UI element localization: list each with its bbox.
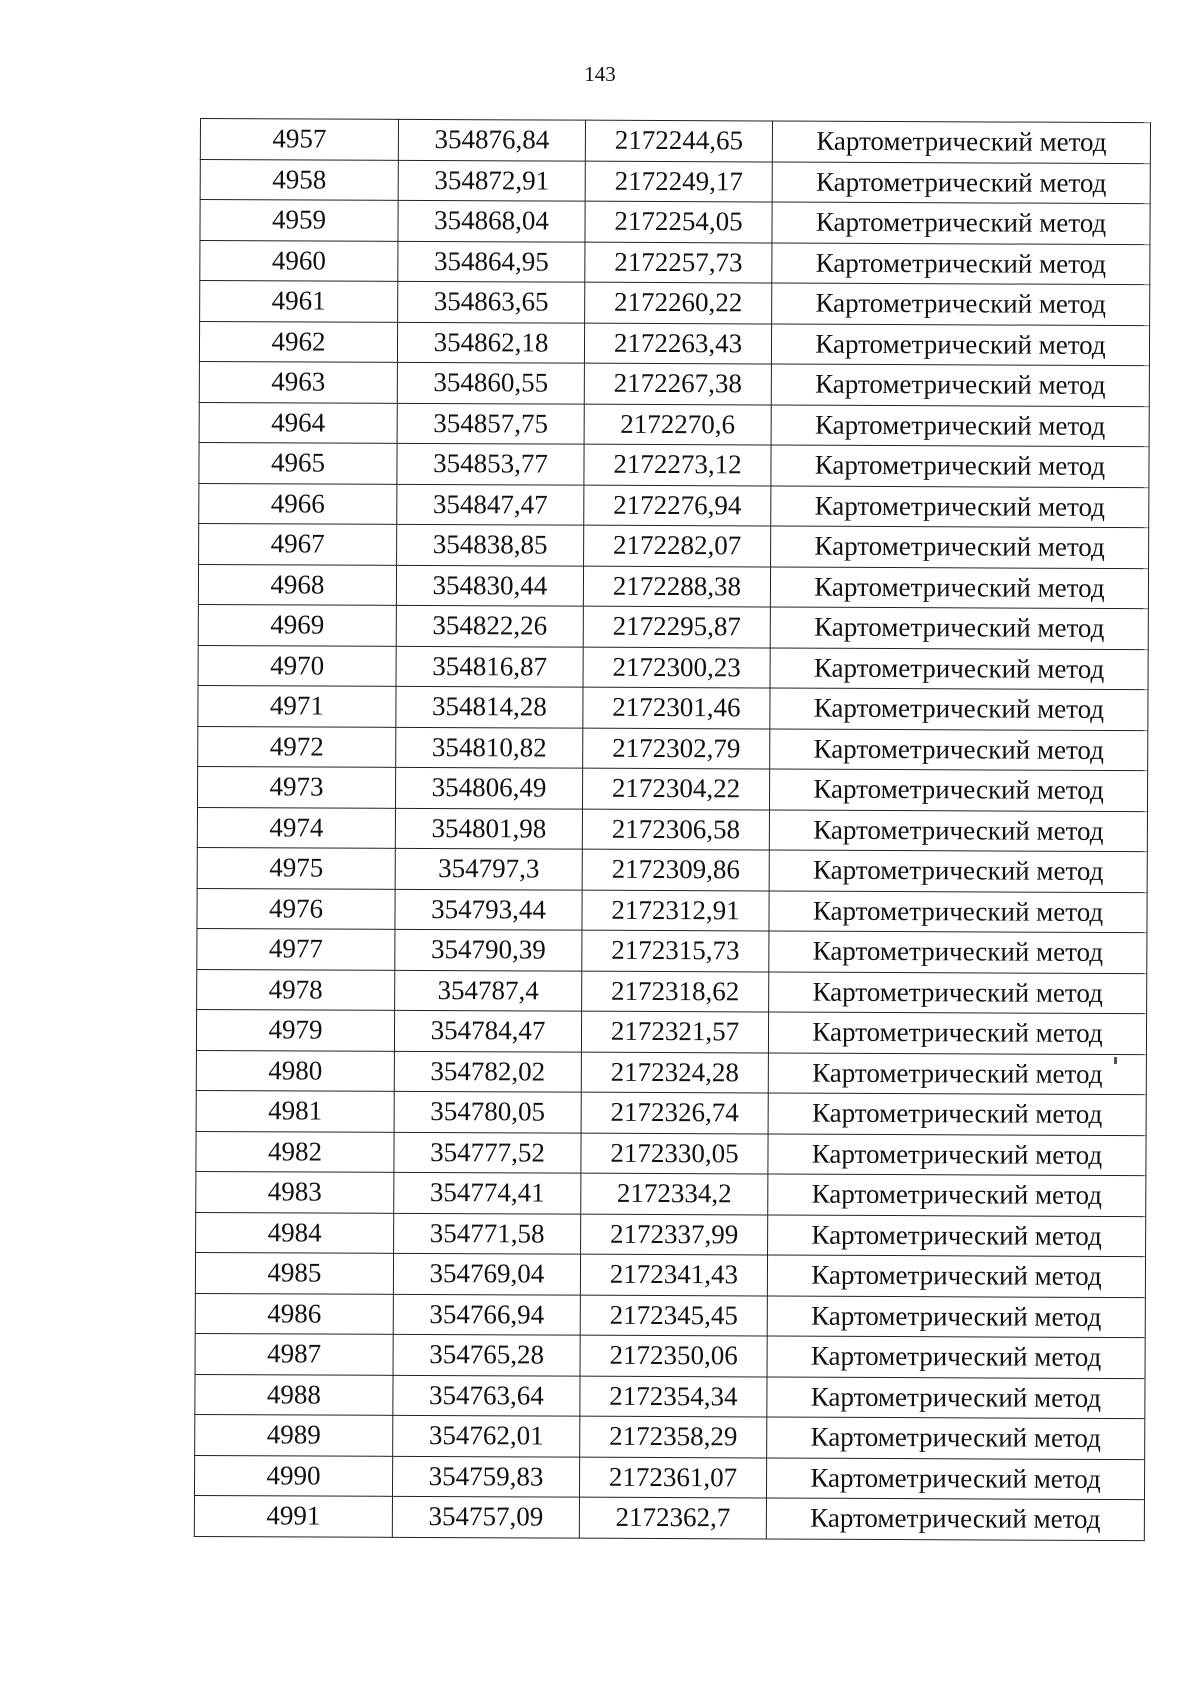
table-row: [196, 1171, 1146, 1216]
table-row: [199, 402, 1149, 447]
method-cell: Картометрический метод: [770, 728, 1148, 770]
x-coordinate-cell: 354822,26: [396, 605, 583, 646]
x-coordinate-cell: 354847,47: [397, 484, 584, 525]
x-coordinate-cell: 354757,09: [392, 1496, 579, 1537]
point-number-cell: 4957: [200, 119, 398, 160]
y-coordinate-cell: 2172345,45: [580, 1295, 767, 1336]
method-cell: Картометрический метод: [772, 242, 1150, 284]
method-cell: Картометрический метод: [771, 485, 1149, 527]
y-coordinate-cell: 2172254,05: [585, 201, 772, 242]
y-coordinate-cell: 2172318,62: [582, 971, 769, 1012]
table-row: [197, 928, 1147, 973]
point-number-cell: 4982: [196, 1131, 394, 1172]
point-number-cell: 4979: [196, 1009, 394, 1050]
x-coordinate-cell: 354860,55: [397, 362, 584, 403]
point-number-cell: 4977: [197, 928, 395, 969]
y-coordinate-cell: 2172321,57: [581, 1011, 768, 1052]
point-number-cell: 4978: [197, 969, 395, 1010]
x-coordinate-cell: 354806,49: [395, 767, 582, 808]
x-coordinate-cell: 354797,3: [395, 848, 582, 889]
x-coordinate-cell: 354801,98: [395, 808, 582, 849]
table-row: [199, 483, 1149, 528]
point-number-cell: 4960: [200, 240, 398, 281]
table-row: [200, 119, 1150, 164]
method-cell: Картометрический метод: [769, 769, 1147, 811]
point-number-cell: 4985: [195, 1252, 393, 1293]
point-number-cell: 4974: [197, 807, 395, 848]
y-coordinate-cell: 2172302,79: [583, 728, 770, 769]
method-cell: Картометрический метод: [769, 850, 1147, 892]
x-coordinate-cell: 354864,95: [398, 241, 585, 282]
method-cell: Картометрический метод: [770, 607, 1148, 649]
table-row: [196, 1090, 1146, 1135]
y-coordinate-cell: 2172361,07: [579, 1457, 766, 1498]
method-cell: Картометрический метод: [770, 566, 1148, 608]
x-coordinate-cell: 354793,44: [395, 889, 582, 930]
coordinates-table-body: [194, 119, 1150, 1541]
y-coordinate-cell: 2172257,73: [585, 242, 772, 283]
x-coordinate-cell: 354787,4: [395, 970, 582, 1011]
table-row: [195, 1333, 1145, 1378]
table-row: [198, 685, 1148, 730]
method-cell: Картометрический метод: [769, 931, 1147, 973]
method-cell: Картометрический метод: [771, 526, 1149, 568]
table-row: [194, 1495, 1144, 1540]
method-cell: Картометрический метод: [768, 1133, 1146, 1175]
x-coordinate-cell: 354872,91: [398, 160, 585, 201]
method-cell: Картометрический метод: [768, 1012, 1146, 1054]
y-coordinate-cell: 2172315,73: [582, 930, 769, 971]
y-coordinate-cell: 2172301,46: [583, 687, 770, 728]
x-coordinate-cell: 354853,77: [397, 443, 584, 484]
y-coordinate-cell: 2172362,7: [579, 1497, 766, 1538]
method-cell: Картометрический метод: [772, 283, 1150, 325]
x-coordinate-cell: 354810,82: [396, 727, 583, 768]
x-coordinate-cell: 354830,44: [396, 565, 583, 606]
x-coordinate-cell: 354782,02: [394, 1051, 581, 1092]
method-cell: Картометрический метод: [769, 971, 1147, 1013]
method-cell: Картометрический метод: [770, 647, 1148, 689]
method-cell: Картометрический метод: [771, 323, 1149, 365]
point-number-cell: 4976: [197, 888, 395, 929]
table-row: [200, 281, 1150, 326]
x-coordinate-cell: 354769,04: [393, 1253, 580, 1294]
point-number-cell: 4963: [199, 361, 397, 402]
point-number-cell: 4989: [195, 1414, 393, 1455]
table-row: [198, 645, 1148, 690]
table-row: [194, 1455, 1144, 1500]
table-row: [197, 847, 1147, 892]
point-number-cell: 4970: [198, 645, 396, 686]
page-number: 143: [584, 62, 616, 86]
x-coordinate-cell: 354777,52: [394, 1132, 581, 1173]
y-coordinate-cell: 2172312,91: [582, 890, 769, 931]
point-number-cell: 4962: [199, 321, 397, 362]
table-row: [196, 1009, 1146, 1054]
point-number-cell: 4991: [194, 1495, 392, 1536]
y-coordinate-cell: 2172341,43: [580, 1254, 767, 1295]
point-number-cell: 4964: [199, 402, 397, 443]
method-cell: Картометрический метод: [769, 890, 1147, 932]
method-cell: Картометрический метод: [768, 1093, 1146, 1135]
method-cell: Картометрический метод: [771, 364, 1149, 406]
x-coordinate-cell: 354784,47: [394, 1010, 581, 1051]
point-number-cell: 4987: [195, 1333, 393, 1374]
x-coordinate-cell: 354863,65: [398, 281, 585, 322]
table-row: [196, 1131, 1146, 1176]
point-number-cell: 4983: [196, 1171, 394, 1212]
point-number-cell: 4973: [197, 766, 395, 807]
y-coordinate-cell: 2172326,74: [581, 1092, 768, 1133]
table-row: [196, 1212, 1146, 1257]
y-coordinate-cell: 2172358,29: [580, 1416, 767, 1457]
method-cell: Картометрический метод: [766, 1498, 1144, 1540]
method-cell: Картометрический метод: [768, 1174, 1146, 1216]
y-coordinate-cell: 2172282,07: [584, 525, 771, 566]
method-cell: Картометрический метод: [766, 1457, 1144, 1499]
x-coordinate-cell: 354763,64: [393, 1375, 580, 1416]
coordinates-table: [194, 118, 1151, 1541]
x-coordinate-cell: 354790,39: [395, 929, 582, 970]
scan-mark: [1114, 1057, 1117, 1064]
method-cell: Картометрический метод: [768, 1052, 1146, 1094]
point-number-cell: 4966: [199, 483, 397, 524]
point-number-cell: 4958: [200, 159, 398, 200]
method-cell: Картометрический метод: [772, 161, 1150, 203]
point-number-cell: 4975: [197, 847, 395, 888]
point-number-cell: 4986: [195, 1293, 393, 1334]
x-coordinate-cell: 354771,58: [394, 1213, 581, 1254]
point-number-cell: 4967: [199, 523, 397, 564]
point-number-cell: 4968: [198, 564, 396, 605]
x-coordinate-cell: 354814,28: [396, 686, 583, 727]
point-number-cell: 4981: [196, 1090, 394, 1131]
y-coordinate-cell: 2172304,22: [582, 768, 769, 809]
y-coordinate-cell: 2172276,94: [584, 485, 771, 526]
method-cell: Картометрический метод: [771, 404, 1149, 446]
table-row: [196, 1050, 1146, 1095]
method-cell: Картометрический метод: [770, 688, 1148, 730]
x-coordinate-cell: 354868,04: [398, 200, 585, 241]
x-coordinate-cell: 354780,05: [394, 1091, 581, 1132]
x-coordinate-cell: 354774,41: [394, 1172, 581, 1213]
y-coordinate-cell: 2172249,17: [585, 161, 772, 202]
table-row: [197, 766, 1147, 811]
y-coordinate-cell: 2172263,43: [584, 323, 771, 364]
y-coordinate-cell: 2172270,6: [584, 404, 771, 445]
y-coordinate-cell: 2172334,2: [581, 1173, 768, 1214]
x-coordinate-cell: 354759,83: [392, 1456, 579, 1497]
table-row: [195, 1293, 1145, 1338]
method-cell: Картометрический метод: [771, 445, 1149, 487]
table-row: [198, 564, 1148, 609]
point-number-cell: 4971: [198, 685, 396, 726]
y-coordinate-cell: 2172295,87: [583, 606, 770, 647]
table-row: [199, 361, 1149, 406]
x-coordinate-cell: 354765,28: [393, 1334, 580, 1375]
x-coordinate-cell: 354816,87: [396, 646, 583, 687]
y-coordinate-cell: 2172324,28: [581, 1052, 768, 1093]
y-coordinate-cell: 2172350,06: [580, 1335, 767, 1376]
x-coordinate-cell: 354762,01: [393, 1415, 580, 1456]
table-row: [200, 200, 1150, 245]
y-coordinate-cell: 2172309,86: [582, 849, 769, 890]
x-coordinate-cell: 354838,85: [397, 524, 584, 565]
x-coordinate-cell: 354876,84: [398, 119, 585, 160]
table-row: [198, 726, 1148, 771]
point-number-cell: 4961: [200, 281, 398, 322]
y-coordinate-cell: 2172354,34: [580, 1376, 767, 1417]
point-number-cell: 4988: [195, 1374, 393, 1415]
y-coordinate-cell: 2172288,38: [583, 566, 770, 607]
point-number-cell: 4969: [198, 604, 396, 645]
method-cell: Картометрический метод: [767, 1295, 1145, 1337]
method-cell: Картометрический метод: [767, 1417, 1145, 1459]
y-coordinate-cell: 2172267,38: [584, 363, 771, 404]
y-coordinate-cell: 2172300,23: [583, 647, 770, 688]
y-coordinate-cell: 2172306,58: [582, 809, 769, 850]
table-row: [197, 888, 1147, 933]
table-row: [199, 523, 1149, 568]
y-coordinate-cell: 2172260,22: [585, 282, 772, 323]
x-coordinate-cell: 354857,75: [397, 403, 584, 444]
y-coordinate-cell: 2172337,99: [581, 1214, 768, 1255]
table-row: [200, 240, 1150, 285]
table-row: [197, 969, 1147, 1014]
y-coordinate-cell: 2172330,05: [581, 1133, 768, 1174]
table-row: [195, 1252, 1145, 1297]
point-number-cell: 4990: [194, 1455, 392, 1496]
method-cell: Картометрический метод: [772, 121, 1150, 163]
point-number-cell: 4972: [198, 726, 396, 767]
method-cell: Картометрический метод: [767, 1376, 1145, 1418]
table-row: [198, 604, 1148, 649]
table-row: [199, 442, 1149, 487]
x-coordinate-cell: 354766,94: [393, 1294, 580, 1335]
point-number-cell: 4965: [199, 442, 397, 483]
table-row: [199, 321, 1149, 366]
x-coordinate-cell: 354862,18: [397, 322, 584, 363]
y-coordinate-cell: 2172273,12: [584, 444, 771, 485]
table-row: [197, 807, 1147, 852]
y-coordinate-cell: 2172244,65: [585, 120, 772, 161]
table-row: [195, 1374, 1145, 1419]
method-cell: Картометрический метод: [767, 1336, 1145, 1378]
method-cell: Картометрический метод: [772, 202, 1150, 244]
method-cell: Картометрический метод: [769, 809, 1147, 851]
table-row: [200, 159, 1150, 204]
method-cell: Картометрический метод: [768, 1214, 1146, 1256]
table-row: [195, 1414, 1145, 1459]
point-number-cell: 4984: [196, 1212, 394, 1253]
point-number-cell: 4980: [196, 1050, 394, 1091]
method-cell: Картометрический метод: [767, 1255, 1145, 1297]
point-number-cell: 4959: [200, 200, 398, 241]
